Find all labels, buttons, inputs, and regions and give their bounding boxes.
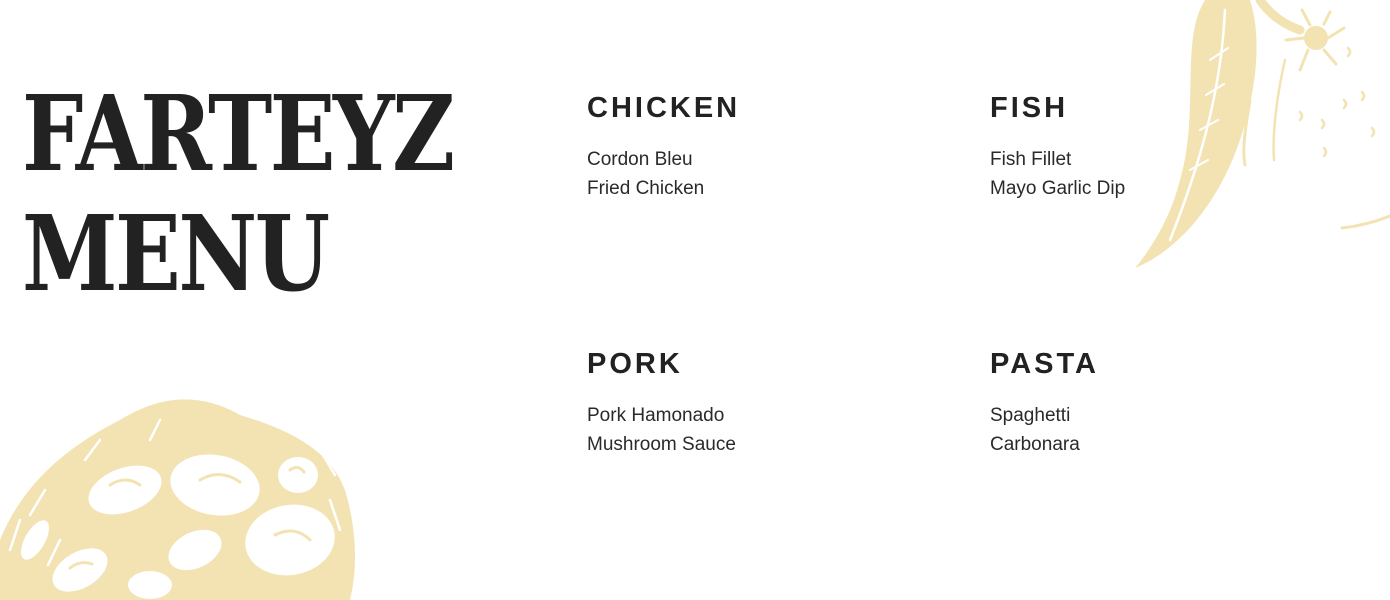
potato-icon xyxy=(0,390,370,600)
menu-section-chicken xyxy=(587,94,740,203)
menu-item-list xyxy=(587,401,736,459)
menu-item-list xyxy=(587,145,740,203)
section-heading: PORK xyxy=(587,348,683,380)
menu-section-fish xyxy=(990,94,1125,203)
menu-title-line-2: MENU xyxy=(22,192,328,315)
menu-item: Fried Chicken xyxy=(587,178,705,199)
menu-item-list xyxy=(990,145,1125,203)
menu-section-pork xyxy=(587,350,736,459)
chili-pepper-icon xyxy=(1110,0,1390,280)
menu-item: Mushroom Sauce xyxy=(587,434,736,455)
menu-item-list xyxy=(990,401,1099,459)
menu-item: Fish Fillet xyxy=(990,149,1072,170)
menu-item: Carbonara xyxy=(990,434,1080,455)
section-heading: CHICKEN xyxy=(587,92,741,124)
section-heading: PASTA xyxy=(990,348,1099,380)
menu-item: Mayo Garlic Dip xyxy=(990,178,1126,199)
section-heading: FISH xyxy=(990,92,1069,124)
menu-item: Spaghetti xyxy=(990,405,1071,426)
menu-section-pasta xyxy=(990,350,1099,459)
menu-title-line-1: FARTEYZ xyxy=(22,72,453,195)
menu-item: Pork Hamonado xyxy=(587,405,725,426)
menu-item: Cordon Bleu xyxy=(587,149,693,170)
